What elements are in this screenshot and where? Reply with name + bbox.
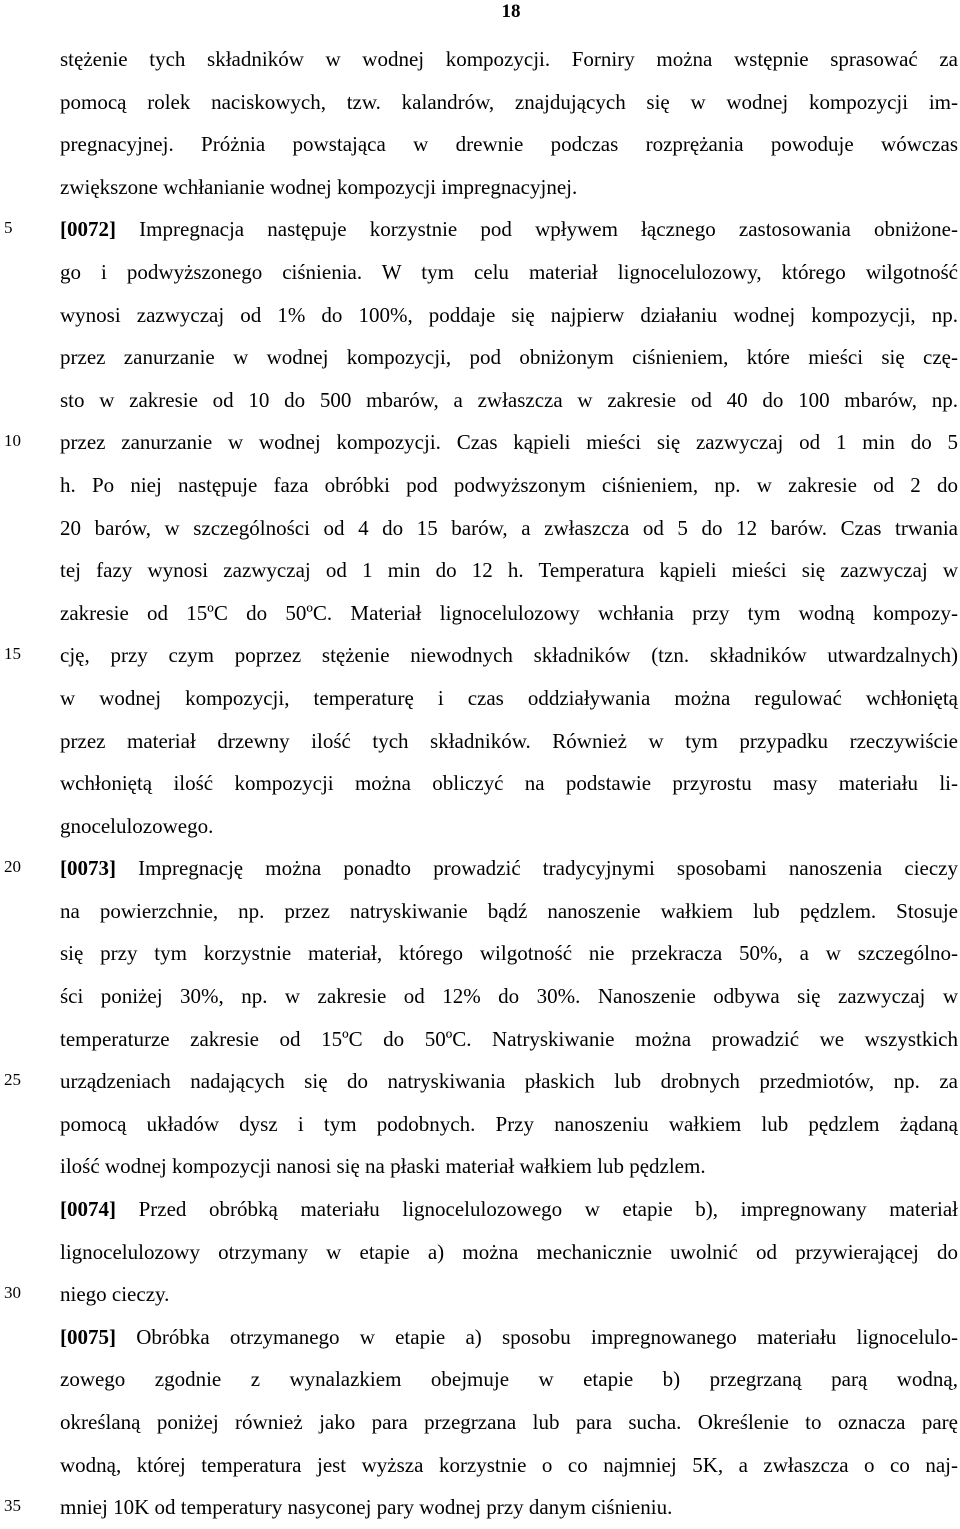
text-line — [60, 1358, 958, 1401]
text-line-content: mniej 10K od temperatury nasyconej pary wodnej przy danym ciśnieniu. — [60, 1495, 673, 1520]
text-line — [60, 294, 958, 337]
text-line-content: h. Po niej następuje faza obróbki pod podwyższonym ciśnieniem, np. w zakresie od 2 do — [60, 472, 958, 497]
line-number: 20 — [4, 857, 21, 876]
text-line — [60, 208, 958, 251]
text-line — [60, 932, 958, 975]
text-line-content: stężenie tych składników w wodnej kompozycji. Forniry można wstępnie sprasować za — [60, 47, 958, 71]
paragraph-number: [0075] — [60, 1324, 116, 1349]
text-line — [60, 336, 958, 379]
text-line — [60, 847, 958, 890]
text-line-content: określaną poniżej również jako para przegrzana lub para sucha. Określenie to oznacza parę — [60, 1410, 958, 1434]
text-line — [60, 1401, 958, 1444]
text-line-content: przez zanurzanie w wodnej kompozycji, pod obniżonym ciśnieniem, które mieści się czę- — [60, 345, 958, 370]
text-line-content: cję, przy czym poprzez stężenie niewodnych składników (tzn. składników utwardzalnych) — [60, 643, 958, 668]
text-line — [60, 38, 958, 81]
text-line-content: go i podwyższonego ciśnienia. W tym celu materiał lignocelulozowy, którego wilgotność — [60, 259, 958, 284]
page-number: 18 — [501, 1, 521, 22]
text-line — [60, 81, 958, 124]
text-line-content: lignocelulozowy otrzymany w etapie a) można mechanicznie uwolnić od przywierającej do — [60, 1239, 958, 1264]
text-line — [60, 975, 958, 1018]
text-line — [60, 421, 958, 464]
text-line — [60, 1188, 958, 1231]
text-line — [60, 464, 958, 507]
text-line — [60, 1273, 958, 1316]
text-line-content: Obróbka otrzymanego w etapie a) sposobu impregnowanego materiału lignocelulo- — [116, 1324, 958, 1349]
line-number: 10 — [4, 431, 21, 450]
text-line-content: wodną, której temperatura jest wyższa korzystnie o co najmniej 5K, a zwłaszcza o co naj- — [60, 1452, 958, 1477]
text-line-content: pomocą układów dysz i tym podobnych. Przy nanoszeniu wałkiem lub pędzlem żądaną — [60, 1111, 958, 1136]
text-line-content: 20 barów, w szczególności od 4 do 15 barów, a zwłaszcza od 5 do 12 barów. Czas trwania — [60, 515, 958, 540]
text-line-content: zakresie od 15ºC do 50ºC. Materiał lignocelulozowy wchłania przy tym wodną kompozy- — [60, 600, 958, 625]
text-line — [60, 762, 958, 805]
text-line — [60, 1486, 958, 1529]
line-number: 30 — [4, 1283, 21, 1302]
body-text — [60, 38, 958, 1529]
paragraph-number: [0074] — [60, 1197, 116, 1222]
text-line-content: w wodnej kompozycji, temperaturę i czas oddziaływania można regulować wchłoniętą — [60, 685, 958, 710]
text-line-content: wchłoniętą ilość kompozycji można obliczyć na podstawie przyrostu masy materiału li- — [60, 771, 958, 796]
text-line — [60, 890, 958, 933]
text-line — [60, 592, 958, 635]
text-line — [60, 634, 958, 677]
text-line-content: tej fazy wynosi zazwyczaj od 1 min do 12 h. Temperatura kąpieli mieści się zazwyczaj w — [60, 558, 958, 583]
text-line-content: Impregnacja następuje korzystnie pod wpływem łącznego zastosowania obniżone- — [116, 217, 958, 242]
text-line-content: przez zanurzanie w wodnej kompozycji. Czas kąpieli mieści się zazwyczaj od 1 min do 5 — [60, 430, 958, 455]
line-number-column — [0, 0, 40, 1515]
text-line-content: gnocelulozowego. — [60, 813, 214, 838]
text-line — [60, 720, 958, 763]
text-line — [60, 1444, 958, 1487]
text-line-content: zowego zgodnie z wynalazkiem obejmuje w etapie b) przegrzaną parą wodną, — [60, 1367, 958, 1392]
text-line-content: pomocą rolek naciskowych, tzw. kalandrów, znajdujących się w wodnej kompozycji im- — [60, 89, 958, 114]
text-line — [60, 379, 958, 422]
text-line — [60, 166, 958, 209]
text-line-content: ści poniżej 30%, np. w zakresie od 12% do 30%. Nanoszenie odbywa się zazwyczaj w — [60, 984, 958, 1009]
text-line — [60, 677, 958, 720]
text-line-content: ilość wodnej kompozycji nanosi się na płaski materiał wałkiem lub pędzlem. — [60, 1154, 706, 1179]
line-number: 25 — [4, 1070, 21, 1089]
text-line-content: przez materiał drzewny ilość tych składników. Również w tym przypadku rzeczywiście — [60, 728, 958, 753]
line-number: 35 — [4, 1496, 21, 1515]
text-line-content: na powierzchnie, np. przez natryskiwanie bądź nanoszenie wałkiem lub pędzlem. Stosuje — [60, 898, 958, 923]
text-line-content: sto w zakresie od 10 do 500 mbarów, a zwłaszcza w zakresie od 40 do 100 mbarów, np. — [60, 387, 958, 412]
text-line — [60, 805, 958, 848]
text-line-content: Przed obróbką materiału lignocelulozowego w etapie b), impregnowany materiał — [116, 1197, 958, 1222]
text-line-content: pregnacyjnej. Próżnia powstająca w drewnie podczas rozprężania powoduje wówczas — [60, 132, 958, 157]
paragraph-number: [0073] — [60, 856, 116, 881]
text-line-content: temperaturze zakresie od 15ºC do 50ºC. Natryskiwanie można prowadzić we wszystkich — [60, 1026, 958, 1051]
text-line — [60, 251, 958, 294]
text-line — [60, 1231, 958, 1274]
line-number: 5 — [4, 218, 13, 237]
text-line — [60, 1060, 958, 1103]
text-line — [60, 549, 958, 592]
text-line-content: urządzeniach nadających się do natryskiwania płaskich lub drobnych przedmiotów, np. za — [60, 1069, 958, 1094]
text-line-content: niego cieczy. — [60, 1282, 170, 1307]
text-line — [60, 507, 958, 550]
text-line — [60, 1103, 958, 1146]
paragraph-number: [0072] — [60, 217, 116, 242]
text-line — [60, 1018, 958, 1061]
text-line-content: wynosi zazwyczaj od 1% do 100%, poddaje się najpierw działaniu wodnej kompozycji, np. — [60, 302, 958, 327]
text-line — [60, 123, 958, 166]
text-line-content: Impregnację można ponadto prowadzić tradycyjnymi sposobami nanoszenia cieczy — [116, 856, 958, 881]
text-line-content: zwiększone wchłanianie wodnej kompozycji impregnacyjnej. — [60, 174, 578, 199]
text-line — [60, 1316, 958, 1359]
text-line-content: się przy tym korzystnie materiał, którego wilgotność nie przekracza 50%, a w szczególno- — [60, 941, 958, 966]
line-number: 15 — [4, 644, 21, 663]
text-line — [60, 1145, 958, 1188]
